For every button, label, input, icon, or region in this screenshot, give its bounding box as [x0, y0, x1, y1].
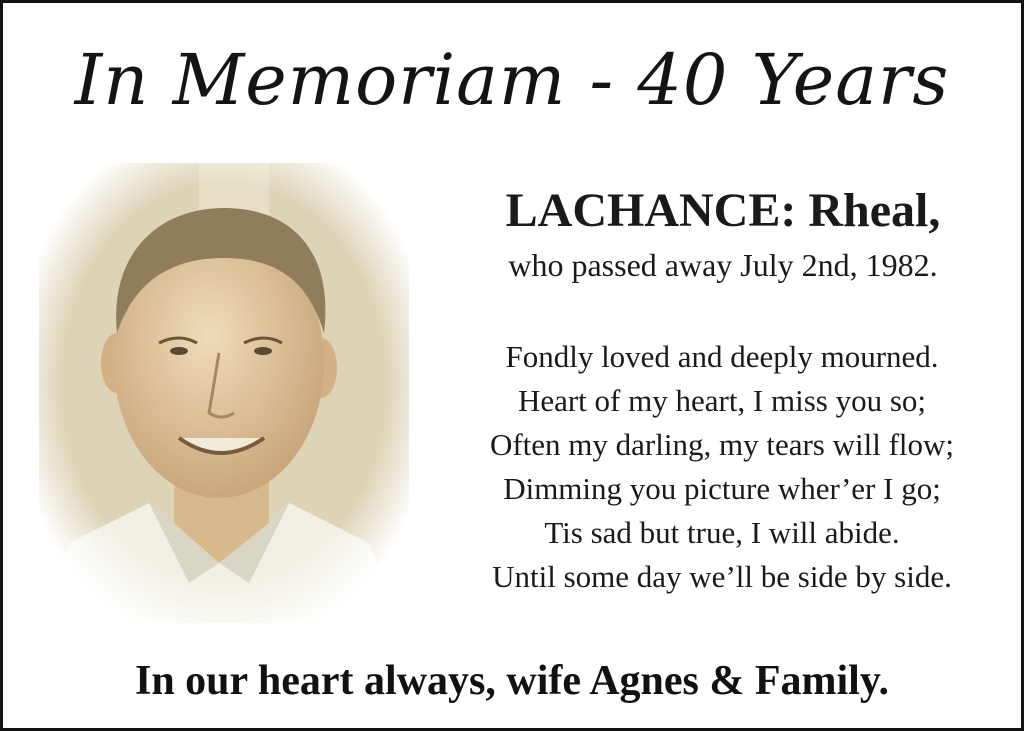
verse-line: Often my darling, my tears will flow;	[489, 427, 955, 462]
portrait-photo	[39, 163, 409, 623]
verse-line: Heart of my heart, I miss you so;	[517, 383, 927, 418]
deceased-name: LACHANCE: Rheal,	[505, 184, 941, 237]
verse-line: Until some day we’ll be side by side.	[492, 559, 952, 594]
verse-line: Dimming you picture wher’er I go;	[503, 471, 941, 506]
passing-date-line: who passed away July 2nd, 1982.	[508, 247, 938, 283]
memorial-verse	[415, 335, 1024, 599]
closing-line: In our heart always, wife Agnes & Family.	[134, 658, 890, 704]
memoriam-heading: In Memoriam - 40 Years	[74, 39, 950, 121]
verse-line: Tis sad but true, I will abide.	[544, 515, 900, 550]
verse-line: Fondly loved and deeply mourned.	[505, 339, 939, 374]
